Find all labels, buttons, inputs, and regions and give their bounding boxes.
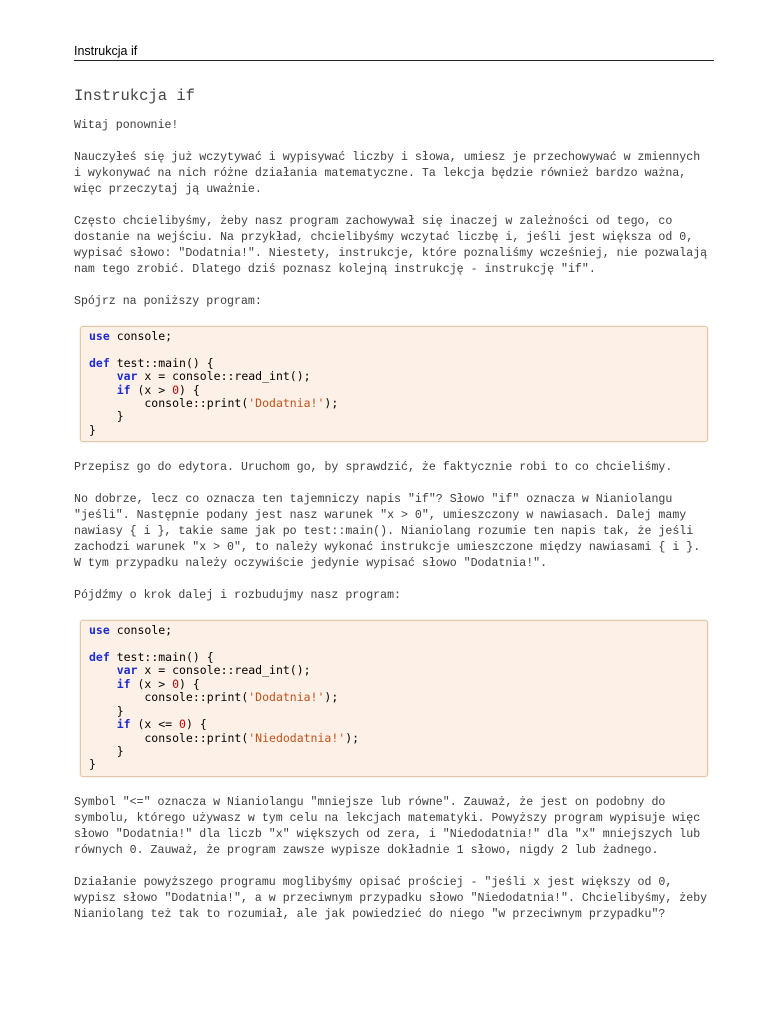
code-text: ); bbox=[324, 396, 339, 411]
code-text: } bbox=[89, 409, 124, 424]
code-line-blank bbox=[89, 343, 707, 356]
code-number: 0 bbox=[172, 676, 180, 691]
code-string: 'Dodatnia!' bbox=[248, 396, 325, 411]
page-header bbox=[74, 42, 714, 61]
code-line bbox=[89, 664, 707, 677]
code-string: 'Dodatnia!' bbox=[248, 690, 325, 705]
code-text: test::main() { bbox=[109, 355, 214, 370]
code-text: console::print( bbox=[89, 690, 249, 705]
code-line bbox=[89, 330, 707, 343]
code-line bbox=[89, 678, 707, 691]
code-keyword: def bbox=[89, 355, 110, 370]
code-line bbox=[89, 424, 707, 437]
code-block-example-2 bbox=[80, 620, 708, 776]
code-text: ) { bbox=[179, 382, 200, 397]
paragraph-rewrite: Przepisz go do edytora. Uruchom go, by sprawdzić, że faktycznie robi to co chcieliśmy. bbox=[74, 461, 673, 475]
code-block-example-1 bbox=[80, 326, 708, 442]
code-number: 0 bbox=[172, 382, 180, 397]
code-keyword: var bbox=[116, 663, 138, 678]
code-line bbox=[89, 718, 707, 731]
code-text: } bbox=[89, 757, 96, 772]
code-text: console; bbox=[109, 329, 173, 343]
code-indent bbox=[89, 717, 117, 731]
paragraph-less-equal: Symbol "<=" oznacza w Nianiolangu "mniejsze lub równe". Zauważ, że jest on podobny do symbolu, którego używasz w tym celu na lekcjach matematyki. Powyższy program wypisuje więc słowo "Dodatnia!" dla liczb "x" większych od zera, i "Niedodatnia!" dla "x" mniejszych lub równych 0. Zauważ, że program zawsze wypisze dokładnie 1 słowo, nigdy 2 lub żadnego. bbox=[74, 795, 701, 857]
paragraph-extend: Pójdźmy o krok dalej i rozbudujmy nasz program: bbox=[74, 589, 401, 603]
code-keyword: if bbox=[116, 676, 131, 691]
page-header-title: Instrukcja if bbox=[74, 44, 138, 58]
code-line bbox=[89, 758, 707, 771]
document-title: Instrukcja if bbox=[74, 87, 195, 105]
paragraph-look-at-program: Spójrz na poniższy program: bbox=[74, 295, 262, 308]
code-text: (x <= bbox=[130, 717, 180, 732]
code-line-blank bbox=[89, 638, 707, 651]
paragraph-otherwise: Działanie powyższego programu moglibyśmy opisać prościej - "jeśli x jest większy od 0, wypisz słowo "Dodatnia!", a w przeciwnym przypadku słowo "Niedodatnia!". Chcielibyśmy, żeby Nianiolang też tak to rozumiał, ale jak powiedzieć do niego "w przeciwnym przypadku"? bbox=[74, 875, 708, 921]
code-text: } bbox=[89, 743, 124, 758]
code-indent bbox=[89, 369, 117, 383]
code-line bbox=[89, 397, 707, 410]
code-string: 'Niedodatnia!' bbox=[248, 730, 346, 745]
code-indent bbox=[89, 663, 117, 677]
paragraph-motivation: Często chcielibyśmy, żeby nasz program zachowywał się inaczej w zależności od tego, co dostanie na wejściu. Na przykład, chcielibyśmy wczytać liczbę i, jeśli jest większa od 0, wypisać słowo: "Dodatnia!". Niestety, instrukcje, które poznaliśmy wcześniej, nie pozwalają nam tego zrobić. Dlatego dziś poznasz kolejną instrukcję - instrukcję "if". bbox=[74, 215, 708, 276]
paragraph-explanation: No dobrze, lecz co oznacza ten tajemniczy napis "if"? Słowo "if" oznacza w Nianiolangu "jeśli". Następnie podany jest nasz warunek "x > 0", umieszczony w nawiasach. Dalej mamy nawiasy { i }, takie same jak po test::main(). Nianiolang rozumie ten napis tak, że jeśli zachodzi warunek "x > 0", to należy wykonać instrukcje umieszczone między nawiasami { i }. W tym przypadku należy oczywiście jedynie wypisać słowo "Dodatnia!". bbox=[74, 493, 701, 571]
code-text: x = console::read_int(); bbox=[137, 369, 311, 384]
code-keyword: if bbox=[116, 717, 131, 732]
code-text: ) { bbox=[179, 676, 200, 691]
code-text: ) { bbox=[185, 717, 207, 732]
code-line bbox=[89, 357, 707, 370]
code-line bbox=[89, 691, 707, 704]
code-text: test::main() { bbox=[109, 650, 214, 665]
code-keyword: use bbox=[89, 329, 110, 343]
code-keyword: def bbox=[89, 650, 110, 665]
code-indent bbox=[89, 383, 117, 397]
code-text: ); bbox=[324, 690, 339, 705]
code-indent bbox=[89, 677, 117, 691]
code-keyword: var bbox=[116, 369, 138, 384]
code-number: 0 bbox=[179, 717, 186, 732]
paragraph-greeting: Witaj ponownie! bbox=[74, 119, 179, 132]
code-line bbox=[89, 624, 707, 637]
code-text: console::print( bbox=[89, 730, 249, 745]
code-line bbox=[89, 384, 707, 397]
code-line bbox=[89, 745, 707, 758]
code-line bbox=[89, 651, 707, 664]
code-line bbox=[89, 370, 707, 383]
paragraph-intro: Nauczyłeś się już wczytywać i wypisywać liczby i słowa, umiesz je przechowywać w zmiennych i wykonywać na nich różne działania matematyczne. Ta lekcja będzie również bardzo ważna, więc przeczytaj ją uważnie. bbox=[74, 151, 701, 196]
code-text: console; bbox=[109, 623, 173, 638]
code-keyword: use bbox=[89, 623, 110, 638]
code-text: } bbox=[89, 422, 96, 437]
code-text: ); bbox=[345, 730, 360, 745]
code-line bbox=[89, 732, 707, 745]
code-line bbox=[89, 410, 707, 423]
code-text: (x > bbox=[130, 382, 173, 397]
code-text: (x > bbox=[130, 676, 173, 691]
code-keyword: if bbox=[116, 382, 131, 397]
code-text: x = console::read_int(); bbox=[137, 663, 311, 678]
code-text: } bbox=[89, 703, 124, 718]
code-line bbox=[89, 705, 707, 718]
code-text: console::print( bbox=[89, 396, 249, 411]
document-content bbox=[74, 86, 714, 939]
